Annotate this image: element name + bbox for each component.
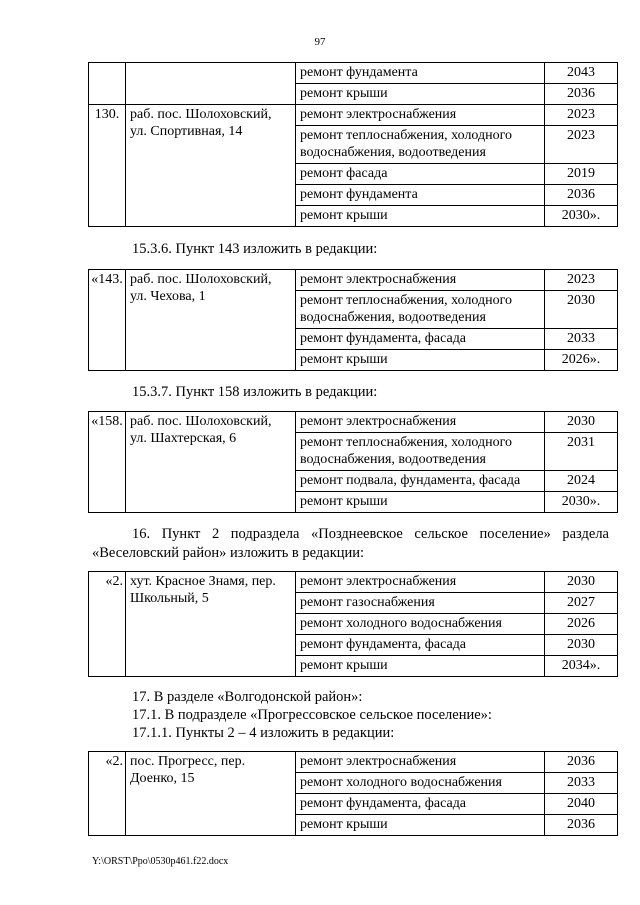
work-year: 2026 [545,614,618,635]
work-type: ремонт холодного водоснабжения [296,614,545,635]
work-type: ремонт крыши [296,84,545,105]
work-year: 2033 [545,773,618,794]
work-year: 2030 [545,635,618,656]
work-year: 2036 [545,185,618,206]
work-year: 2024 [545,471,618,492]
paragraph-17-1-1: 17.1.1. Пункты 2 – 4 изложить в редакции: [132,725,395,741]
work-year: 2036 [545,815,618,836]
work-type: ремонт фундамента, фасада [296,329,545,350]
work-type: ремонт электроснабжения [296,752,545,773]
work-year: 2030». [545,206,618,227]
work-type: ремонт холодного водоснабжения [296,773,545,794]
table-row [89,270,618,291]
item-address: раб. пос. Шолоховский, ул. Спортивная, 14 [126,105,296,227]
work-type: ремонт фундамента [296,63,545,84]
table-row [89,752,618,773]
work-year: 2040 [545,794,618,815]
item-number: «2. [89,572,126,677]
work-type: ремонт крыши [296,350,545,371]
work-type: ремонт фасада [296,164,545,185]
work-year: 2033 [545,329,618,350]
work-year: 2030 [545,291,618,329]
paragraph-17: 17. В разделе «Волгодонской район»: [132,689,363,705]
work-type: ремонт электроснабжения [296,412,545,433]
work-type: ремонт крыши [296,815,545,836]
item-number: «143. [89,270,126,371]
work-year: 2030». [545,492,618,513]
work-year: 2036 [545,84,618,105]
item-address [126,63,296,105]
table-row [89,63,618,84]
work-type: ремонт теплоснабжения, холодного водоснабжения, водоотведения [296,291,545,329]
work-type: ремонт подвала, фундамента, фасада [296,471,545,492]
work-type: ремонт электроснабжения [296,105,545,126]
table-row [89,412,618,433]
work-type: ремонт теплоснабжения, холодного водоснабжения, водоотведения [296,126,545,164]
work-year: 2031 [545,433,618,471]
item-address: раб. пос. Шолоховский, ул. Шахтерская, 6 [126,412,296,513]
paragraph-15-3-6: 15.3.6. Пункт 143 изложить в редакции: [132,241,378,257]
work-year: 2027 [545,593,618,614]
table-item-158 [88,411,618,513]
table-item-143 [88,269,618,371]
item-address: хут. Красное Знамя, пер. Школьный, 5 [126,572,296,677]
work-type: ремонт фундамента, фасада [296,794,545,815]
table-item-2-progress [88,751,618,836]
work-year: 2023 [545,126,618,164]
work-year: 2026». [545,350,618,371]
work-type: ремонт электроснабжения [296,270,545,291]
page-number: 97 [314,36,326,48]
table-items-129-130 [88,62,618,227]
work-type: ремонт крыши [296,656,545,677]
work-year: 2034». [545,656,618,677]
item-number: «158. [89,412,126,513]
work-type: ремонт газоснабжения [296,593,545,614]
item-address: раб. пос. Шолоховский, ул. Чехова, 1 [126,270,296,371]
item-number: «2. [89,752,126,836]
work-year: 2036 [545,752,618,773]
work-type: ремонт крыши [296,492,545,513]
paragraph-17-1: 17.1. В подразделе «Прогрессовское сельское поселение»: [132,707,492,723]
item-number [89,63,126,105]
work-year: 2023 [545,105,618,126]
work-year: 2030 [545,572,618,593]
work-year: 2023 [545,270,618,291]
work-type: ремонт фундамента [296,185,545,206]
item-address: пос. Прогресс, пер. Доенко, 15 [126,752,296,836]
paragraph-15-3-7: 15.3.7. Пункт 158 изложить в редакции: [132,384,378,400]
work-type: ремонт теплоснабжения, холодного водоснабжения, водоотведения [296,433,545,471]
paragraph-16-line-1: 16. Пункт 2 подраздела «Позднеевское сельское поселение» раздела [132,526,609,542]
paragraph-16-line-2: «Веселовский район» изложить в редакции: [92,545,365,561]
footer-file-path: Y:\ORST\Ppo\0530p461.f22.docx [92,856,229,867]
table-row [89,105,618,126]
work-type: ремонт крыши [296,206,545,227]
work-type: ремонт электроснабжения [296,572,545,593]
table-item-2-veselovsky [88,571,618,677]
work-year: 2019 [545,164,618,185]
work-year: 2030 [545,412,618,433]
work-type: ремонт фундамента, фасада [296,635,545,656]
item-number: 130. [89,105,126,227]
table-row [89,572,618,593]
work-year: 2043 [545,63,618,84]
